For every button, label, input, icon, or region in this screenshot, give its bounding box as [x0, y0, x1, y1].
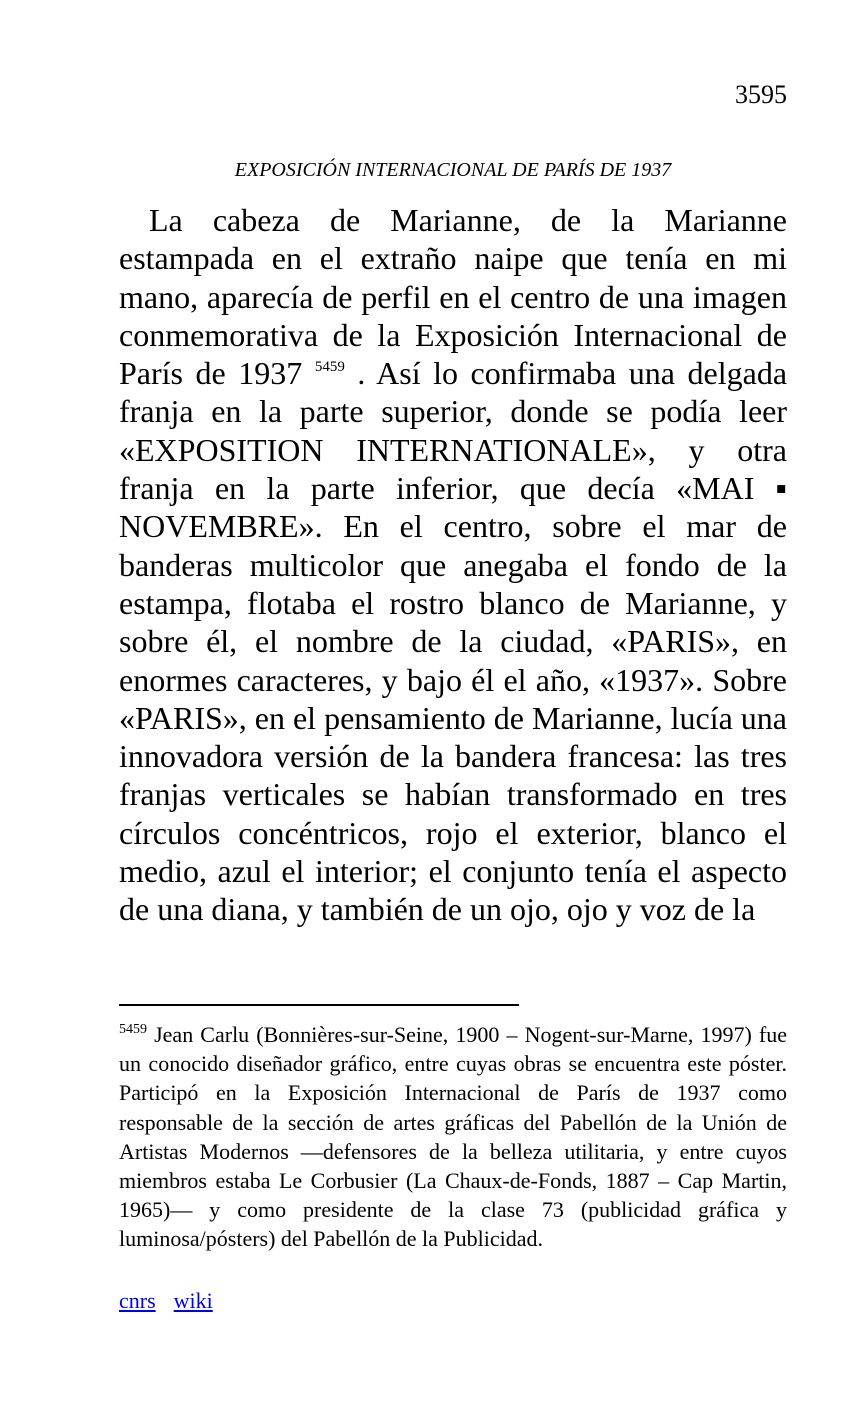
page-number: 3595: [735, 80, 787, 109]
footnote: [119, 1020, 787, 1254]
footnote-links: [119, 1287, 231, 1315]
link-cnrs[interactable]: cnrs: [119, 1288, 156, 1313]
footnote-number: 5459: [119, 1022, 147, 1037]
footnote-text: Jean Carlu (Bonnières-sur-Seine, 1900 – Nogent-sur-Marne, 1997) fue un conocido diseñador gráfico, entre cuyas obras se encuentra este póster. Participó en la Exposición Internacional de París de 1937 como responsable de la sección de artes gráficas del Pabellón de la Unión de Artistas Modernos ―defensores de la belleza utilitaria, y entre cuyos miembros estaba Le Corbusier (La Chaux-de-Fonds, 1887 – Cap Martin, 1965)― y como presidente de la clase 73 (publicidad gráfica y luminosa/pósters) del Pabellón de la Publicidad.: [119, 1022, 788, 1252]
body-text-part-1: La cabeza de Marianne, de la Marianne estampada en el extraño naipe que tenía en mi mano, aparecía de perfil en el centro de una imagen conmemorativa de la Exposición Internacional de París de 1937: [119, 202, 787, 392]
body-paragraph: [119, 201, 787, 929]
running-header: EXPOSICIÓN INTERNACIONAL DE PARÍS DE 1937: [234, 159, 672, 181]
footnote-separator: [119, 1004, 519, 1006]
link-wiki[interactable]: wiki: [173, 1288, 213, 1313]
body-text-part-2: . Así lo confirmaba una delgada franja en la parte superior, donde se podía leer «EXPOSITION INTERNATIONALE», y otra franja en la parte inferior, que decía «MAI ▪ NOVEMBRE». En el centro, sobre el mar de banderas multicolor que anegaba el fondo de la estampa, flotaba el rostro blanco de Marianne, y sobre él, el nombre de la ciudad, «PARIS», en enormes caracteres, y bajo él el año, «1937». Sobre «PARIS», en el pensamiento de Marianne, lucía una innovadora versión de la bandera francesa: las tres franjas verticales se habían transformado en tres círculos concéntricos, rojo el exterior, blanco el medio, azul el interior; el conjunto tenía el aspecto de una diana, y también de un ojo, ojo y voz de la: [119, 355, 788, 928]
footnote-reference[interactable]: 5459: [314, 359, 345, 376]
